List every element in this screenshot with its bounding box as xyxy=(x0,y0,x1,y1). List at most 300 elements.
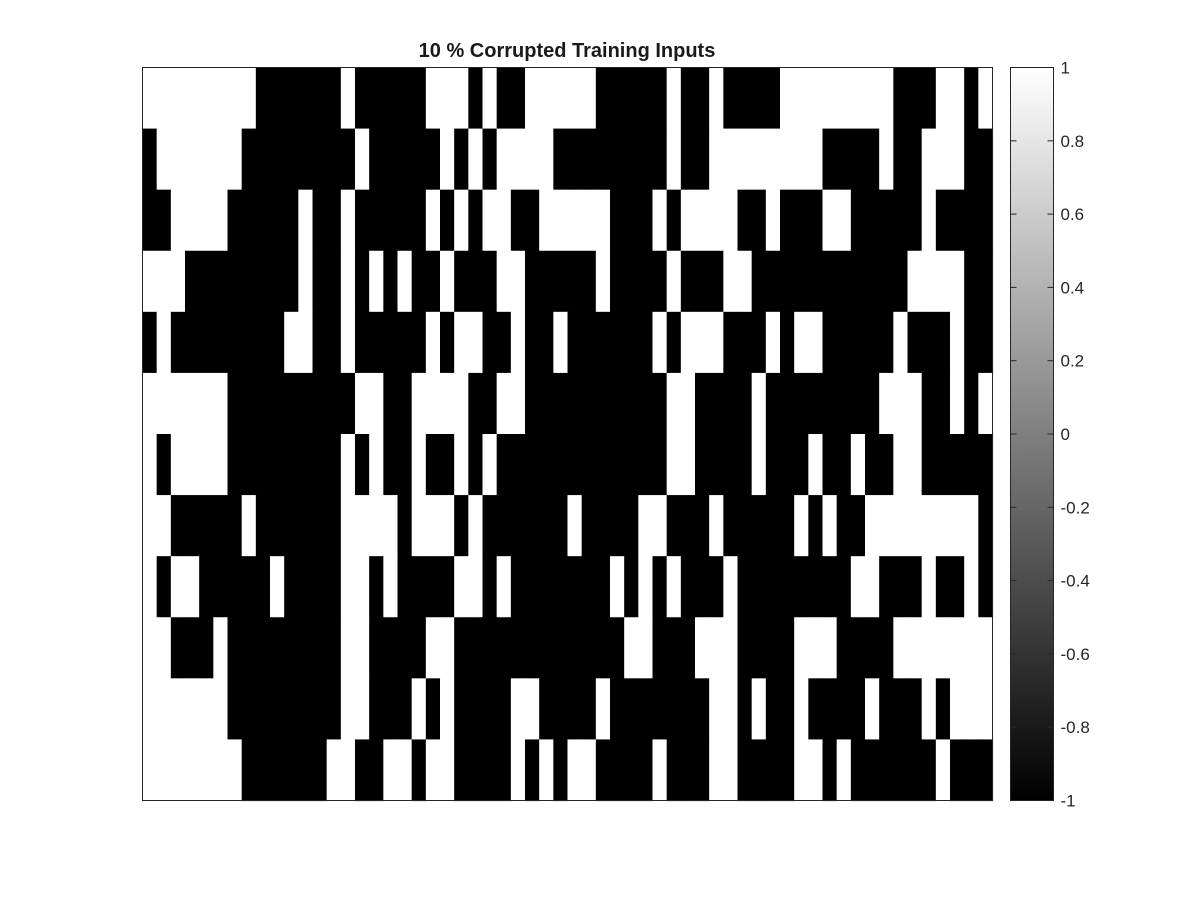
heatmap-cell xyxy=(369,434,384,496)
heatmap-cell xyxy=(624,617,639,679)
heatmap-cell xyxy=(709,190,724,252)
heatmap-cell xyxy=(936,434,951,496)
heatmap-cell xyxy=(667,434,682,496)
heatmap-cell xyxy=(284,312,299,374)
heatmap-cell xyxy=(284,251,299,313)
heatmap-cell xyxy=(695,678,710,740)
heatmap-cell xyxy=(936,129,951,191)
heatmap-cell xyxy=(398,739,413,801)
heatmap-cell xyxy=(213,495,228,557)
heatmap-cell xyxy=(823,678,838,740)
heatmap-cell xyxy=(553,434,568,496)
heatmap-cell xyxy=(978,739,993,801)
heatmap-cell xyxy=(398,556,413,618)
heatmap-cell xyxy=(681,678,696,740)
heatmap-cell xyxy=(369,739,384,801)
heatmap-cell xyxy=(653,434,668,496)
heatmap-cell xyxy=(582,373,597,435)
heatmap-cell xyxy=(355,312,370,374)
heatmap-cell xyxy=(468,739,483,801)
heatmap-cell xyxy=(412,312,427,374)
heatmap-cell xyxy=(964,434,979,496)
heatmap-cell xyxy=(185,68,200,130)
heatmap-cell xyxy=(653,495,668,557)
heatmap-cell xyxy=(256,556,271,618)
heatmap-cell xyxy=(327,129,342,191)
heatmap-cell xyxy=(213,129,228,191)
heatmap-cell xyxy=(383,68,398,130)
heatmap-cell xyxy=(978,190,993,252)
heatmap-cell xyxy=(865,68,880,130)
heatmap-cell xyxy=(327,739,342,801)
heatmap-cell xyxy=(596,129,611,191)
heatmap-cell xyxy=(723,434,738,496)
heatmap-cell xyxy=(185,312,200,374)
heatmap-cell xyxy=(468,434,483,496)
heatmap-cell xyxy=(199,556,214,618)
heatmap-cell xyxy=(213,739,228,801)
heatmap-cell xyxy=(525,434,540,496)
heatmap-cell xyxy=(468,190,483,252)
heatmap-cell xyxy=(213,190,228,252)
heatmap-cell xyxy=(709,434,724,496)
heatmap-cell xyxy=(610,556,625,618)
heatmap-cell xyxy=(667,678,682,740)
heatmap-cell xyxy=(837,739,852,801)
heatmap-cell xyxy=(412,739,427,801)
heatmap-cell xyxy=(851,373,866,435)
heatmap-cell xyxy=(653,556,668,618)
heatmap-cell xyxy=(851,556,866,618)
heatmap-cell xyxy=(837,495,852,557)
heatmap-cell xyxy=(369,373,384,435)
heatmap-cell xyxy=(752,617,767,679)
heatmap-cell xyxy=(398,251,413,313)
heatmap-cell xyxy=(511,190,526,252)
heatmap-cell xyxy=(922,129,937,191)
heatmap-cell xyxy=(723,617,738,679)
heatmap-cell xyxy=(624,68,639,130)
heatmap-cell xyxy=(808,739,823,801)
heatmap-cell xyxy=(468,68,483,130)
heatmap-cell xyxy=(270,251,285,313)
heatmap-cell xyxy=(539,68,554,130)
heatmap-cell xyxy=(525,129,540,191)
heatmap-cell xyxy=(454,129,469,191)
colorbar-tick-label: -1 xyxy=(1060,791,1076,811)
heatmap-cell xyxy=(723,739,738,801)
heatmap-cell xyxy=(143,678,158,740)
heatmap-cell xyxy=(723,495,738,557)
heatmap-cell xyxy=(313,678,328,740)
colorbar-tick-label: 0.8 xyxy=(1060,131,1085,151)
heatmap-cell xyxy=(327,495,342,557)
heatmap-cell xyxy=(752,434,767,496)
heatmap-cell xyxy=(865,312,880,374)
heatmap-cell xyxy=(199,495,214,557)
heatmap-cell xyxy=(667,556,682,618)
heatmap-cell xyxy=(483,373,498,435)
heatmap-cell xyxy=(242,739,257,801)
heatmap-cell xyxy=(624,678,639,740)
heatmap-cell xyxy=(511,373,526,435)
heatmap-cell xyxy=(298,556,313,618)
heatmap-cell xyxy=(313,556,328,618)
heatmap-cell xyxy=(199,251,214,313)
heatmap-cell xyxy=(922,190,937,252)
heatmap-cell xyxy=(553,739,568,801)
heatmap-cell xyxy=(284,678,299,740)
heatmap-cell xyxy=(596,434,611,496)
heatmap-cell xyxy=(440,373,455,435)
heatmap-cell xyxy=(681,129,696,191)
heatmap-cell xyxy=(738,190,753,252)
heatmap-cell xyxy=(582,678,597,740)
heatmap-cell xyxy=(908,129,923,191)
heatmap-cell xyxy=(922,434,937,496)
heatmap-cell xyxy=(851,739,866,801)
heatmap-cell xyxy=(298,617,313,679)
heatmap-cell xyxy=(511,739,526,801)
heatmap-cell xyxy=(766,251,781,313)
heatmap-cell xyxy=(143,495,158,557)
heatmap-cell xyxy=(143,617,158,679)
heatmap-cell xyxy=(426,617,441,679)
heatmap-cell xyxy=(723,190,738,252)
heatmap-cell xyxy=(837,129,852,191)
heatmap-cell xyxy=(327,68,342,130)
heatmap-cell xyxy=(497,556,512,618)
heatmap-cell xyxy=(383,190,398,252)
heatmap-cell xyxy=(228,129,243,191)
heatmap-cell xyxy=(936,373,951,435)
heatmap-cell xyxy=(681,617,696,679)
heatmap-cell xyxy=(837,373,852,435)
heatmap-cell xyxy=(426,190,441,252)
heatmap-cell xyxy=(270,739,285,801)
heatmap-cell xyxy=(171,190,186,252)
heatmap-cell xyxy=(553,373,568,435)
heatmap-cell xyxy=(780,739,795,801)
heatmap-cell xyxy=(313,312,328,374)
heatmap-cell xyxy=(610,434,625,496)
heatmap-cell xyxy=(879,68,894,130)
heatmap-cell xyxy=(341,495,356,557)
heatmap-cell xyxy=(511,556,526,618)
heatmap-cell xyxy=(936,251,951,313)
heatmap-cell xyxy=(213,68,228,130)
heatmap-cell xyxy=(270,312,285,374)
heatmap-cell xyxy=(256,617,271,679)
colorbar-tick-label: -0.6 xyxy=(1060,644,1090,664)
heatmap-cell xyxy=(709,373,724,435)
heatmap-cell xyxy=(964,678,979,740)
heatmap-cell xyxy=(539,556,554,618)
heatmap-cell xyxy=(412,68,427,130)
heatmap-cell xyxy=(851,251,866,313)
heatmap-cell xyxy=(440,312,455,374)
heatmap-cell xyxy=(313,251,328,313)
heatmap-cell xyxy=(483,434,498,496)
heatmap-cell xyxy=(341,556,356,618)
heatmap-cell xyxy=(766,495,781,557)
heatmap-cell xyxy=(341,373,356,435)
heatmap-cell xyxy=(185,373,200,435)
heatmap-cell xyxy=(780,495,795,557)
heatmap-cell xyxy=(511,434,526,496)
heatmap-cell xyxy=(879,434,894,496)
heatmap-cell xyxy=(157,190,172,252)
heatmap-cell xyxy=(908,68,923,130)
heatmap-cell xyxy=(298,190,313,252)
heatmap-cell xyxy=(454,312,469,374)
heatmap-cell xyxy=(610,190,625,252)
heatmap-cell xyxy=(568,312,583,374)
heatmap-cell xyxy=(638,495,653,557)
heatmap-cell xyxy=(922,373,937,435)
heatmap-cell xyxy=(440,617,455,679)
heatmap-cell xyxy=(964,190,979,252)
heatmap-cell xyxy=(256,495,271,557)
heatmap-cell xyxy=(950,68,965,130)
heatmap-cell xyxy=(143,312,158,374)
heatmap-cell xyxy=(596,312,611,374)
heatmap-cell xyxy=(284,68,299,130)
heatmap-cell xyxy=(398,68,413,130)
heatmap-cell xyxy=(823,617,838,679)
heatmap-cell xyxy=(808,312,823,374)
heatmap-cell xyxy=(780,190,795,252)
heatmap-cell xyxy=(440,739,455,801)
heatmap-cell xyxy=(242,556,257,618)
heatmap-cell xyxy=(893,373,908,435)
heatmap-cell xyxy=(298,678,313,740)
heatmap-cell xyxy=(256,312,271,374)
heatmap-cell xyxy=(950,373,965,435)
heatmap-cell xyxy=(525,251,540,313)
heatmap-cell xyxy=(936,312,951,374)
heatmap-cell xyxy=(568,556,583,618)
heatmap-cell xyxy=(553,556,568,618)
heatmap-cell xyxy=(256,129,271,191)
heatmap-cell xyxy=(823,495,838,557)
heatmap-cell xyxy=(539,617,554,679)
heatmap-cell xyxy=(978,373,993,435)
heatmap-cell xyxy=(879,678,894,740)
heatmap-cell xyxy=(709,129,724,191)
heatmap-cell xyxy=(780,251,795,313)
heatmap-cell xyxy=(440,495,455,557)
heatmap-cell xyxy=(893,495,908,557)
heatmap-cell xyxy=(497,678,512,740)
heatmap-cell xyxy=(738,556,753,618)
heatmap-cell xyxy=(341,312,356,374)
heatmap-cell xyxy=(978,556,993,618)
heatmap-cell xyxy=(284,495,299,557)
heatmap-cell xyxy=(228,434,243,496)
heatmap-cell xyxy=(440,556,455,618)
heatmap-cell xyxy=(341,434,356,496)
heatmap-cell xyxy=(568,251,583,313)
heatmap-cell xyxy=(624,129,639,191)
colorbar-tick-label: -0.8 xyxy=(1060,718,1090,738)
heatmap-cell xyxy=(922,678,937,740)
heatmap-cell xyxy=(582,495,597,557)
heatmap-cell xyxy=(653,190,668,252)
heatmap-cell xyxy=(908,678,923,740)
heatmap-cell xyxy=(270,373,285,435)
heatmap-cell xyxy=(865,190,880,252)
heatmap-cell xyxy=(738,129,753,191)
heatmap-cell xyxy=(950,739,965,801)
heatmap-cell xyxy=(369,556,384,618)
chart-title: 10 % Corrupted Training Inputs xyxy=(418,40,716,62)
heatmap-cell xyxy=(596,739,611,801)
heatmap-cell xyxy=(313,373,328,435)
heatmap-cell xyxy=(653,251,668,313)
heatmap-cell xyxy=(468,495,483,557)
heatmap-cell xyxy=(256,68,271,130)
colorbar-tick-label: -0.4 xyxy=(1060,571,1090,591)
heatmap-cell xyxy=(610,251,625,313)
heatmap-cell xyxy=(851,129,866,191)
heatmap-cell xyxy=(497,434,512,496)
heatmap-cell xyxy=(752,373,767,435)
heatmap-cell xyxy=(157,312,172,374)
heatmap-cell xyxy=(242,312,257,374)
heatmap-cell xyxy=(298,68,313,130)
heatmap-cell xyxy=(851,678,866,740)
heatmap-cell xyxy=(624,739,639,801)
heatmap-cell xyxy=(752,678,767,740)
heatmap-cell xyxy=(638,190,653,252)
heatmap-cell xyxy=(298,129,313,191)
heatmap-cell xyxy=(468,251,483,313)
heatmap-cell xyxy=(157,68,172,130)
heatmap-cell xyxy=(185,434,200,496)
heatmap-cell xyxy=(723,129,738,191)
heatmap-cell xyxy=(893,312,908,374)
heatmap-cell xyxy=(823,190,838,252)
heatmap-cell xyxy=(511,678,526,740)
heatmap-cell xyxy=(313,617,328,679)
heatmap-cell xyxy=(851,190,866,252)
heatmap-cell xyxy=(511,312,526,374)
heatmap-cell xyxy=(228,556,243,618)
heatmap-cell xyxy=(313,434,328,496)
heatmap-cell xyxy=(426,129,441,191)
heatmap-cell xyxy=(468,556,483,618)
heatmap-cell xyxy=(511,617,526,679)
heatmap-cell xyxy=(171,68,186,130)
heatmap-cell xyxy=(695,556,710,618)
heatmap-cell xyxy=(808,495,823,557)
heatmap-cell xyxy=(298,312,313,374)
heatmap-cell xyxy=(695,373,710,435)
heatmap-cell xyxy=(667,617,682,679)
heatmap-cell xyxy=(539,251,554,313)
heatmap-cell xyxy=(681,251,696,313)
heatmap-cell xyxy=(837,678,852,740)
heatmap-cell xyxy=(440,434,455,496)
heatmap-cell xyxy=(398,312,413,374)
heatmap-cell xyxy=(171,678,186,740)
heatmap-cell xyxy=(908,434,923,496)
heatmap-cell xyxy=(568,373,583,435)
heatmap-cell xyxy=(327,251,342,313)
heatmap-cell xyxy=(638,617,653,679)
heatmap-cell xyxy=(143,190,158,252)
heatmap-cell xyxy=(596,190,611,252)
heatmap-cell xyxy=(950,495,965,557)
heatmap-cell xyxy=(242,190,257,252)
heatmap-cell xyxy=(667,312,682,374)
heatmap-cell xyxy=(738,312,753,374)
heatmap-cell xyxy=(143,373,158,435)
heatmap-cell xyxy=(638,312,653,374)
heatmap-cell xyxy=(383,556,398,618)
heatmap-cell xyxy=(355,495,370,557)
heatmap-cell xyxy=(199,68,214,130)
heatmap-cell xyxy=(313,495,328,557)
heatmap-cell xyxy=(865,739,880,801)
heatmap-cell xyxy=(256,251,271,313)
heatmap-cell xyxy=(922,556,937,618)
heatmap-cell xyxy=(341,68,356,130)
heatmap-cell xyxy=(426,434,441,496)
heatmap-cell xyxy=(355,129,370,191)
heatmap-cell xyxy=(525,739,540,801)
heatmap-cell xyxy=(284,190,299,252)
heatmap-cell xyxy=(483,68,498,130)
heatmap-cell xyxy=(426,495,441,557)
heatmap-cell xyxy=(256,190,271,252)
heatmap-cell xyxy=(355,373,370,435)
heatmap-cell xyxy=(936,190,951,252)
heatmap-cell xyxy=(780,556,795,618)
heatmap-cell xyxy=(228,495,243,557)
heatmap-cell xyxy=(553,617,568,679)
heatmap-cell xyxy=(667,190,682,252)
heatmap-cell xyxy=(808,678,823,740)
heatmap-cell xyxy=(199,373,214,435)
heatmap-cell xyxy=(667,129,682,191)
heatmap-cell xyxy=(681,434,696,496)
heatmap-cell xyxy=(355,556,370,618)
heatmap-cell xyxy=(978,434,993,496)
heatmap-cell xyxy=(638,373,653,435)
heatmap-cell xyxy=(341,251,356,313)
heatmap-cell xyxy=(667,739,682,801)
heatmap-cell xyxy=(709,495,724,557)
heatmap-cell xyxy=(199,434,214,496)
heatmap-cell xyxy=(837,556,852,618)
heatmap-cell xyxy=(157,617,172,679)
heatmap-cell xyxy=(355,739,370,801)
heatmap-cell xyxy=(610,678,625,740)
heatmap-cell xyxy=(525,495,540,557)
heatmap-cell xyxy=(369,251,384,313)
heatmap-cell xyxy=(922,312,937,374)
heatmap-cell xyxy=(837,68,852,130)
heatmap-cell xyxy=(412,617,427,679)
heatmap-cell xyxy=(794,434,809,496)
heatmap-cell xyxy=(766,556,781,618)
heatmap-cell xyxy=(327,556,342,618)
heatmap-cell xyxy=(780,68,795,130)
heatmap-cell xyxy=(610,739,625,801)
heatmap-cell xyxy=(213,373,228,435)
